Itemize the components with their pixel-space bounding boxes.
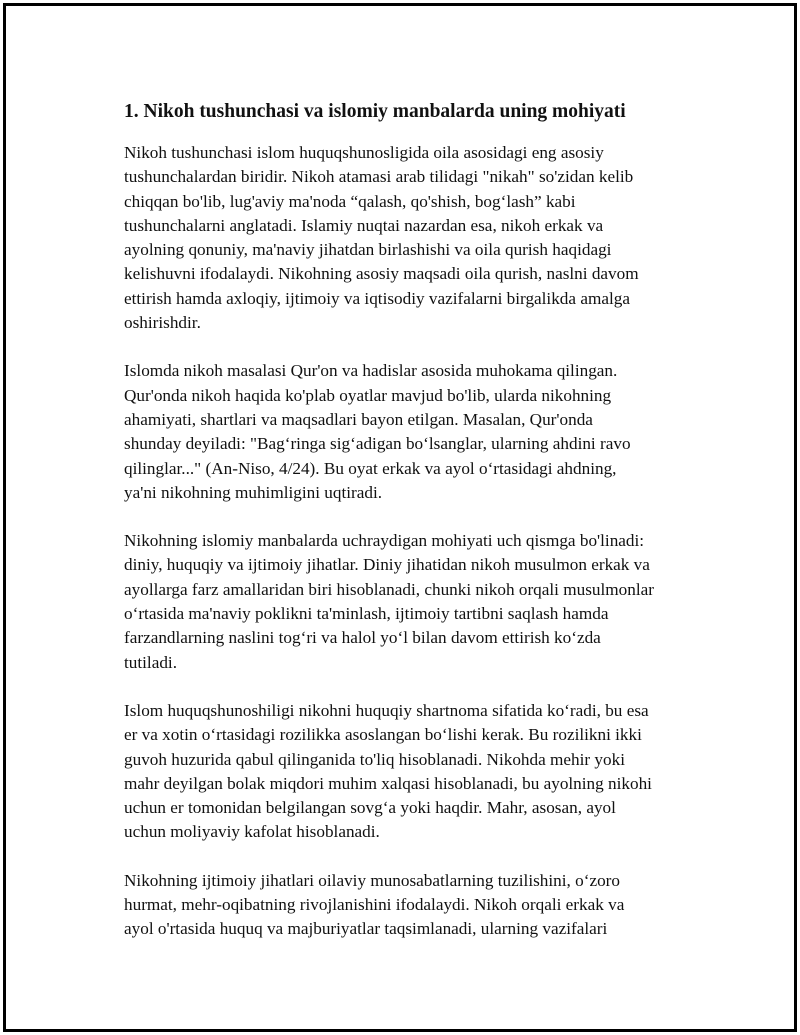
paragraph-3 bbox=[124, 529, 704, 675]
text-line: shunday deyiladi: "Bag‘ringa sig‘adigan bo‘lsanglar, ularning ahdini ravo bbox=[124, 434, 631, 454]
paragraph-5 bbox=[124, 869, 704, 942]
text-line: uchun moliyaviy kafolat hisoblanadi. bbox=[124, 822, 380, 842]
text-line: qilinglar..." (An-Niso, 4/24). Bu oyat erkak va ayol o‘rtasidagi ahdning, bbox=[124, 458, 617, 478]
text-line: mahr deyilgan bolak miqdori muhim xalqasi hisoblanadi, bu ayolning nikohi bbox=[124, 773, 652, 793]
text-line: guvoh huzurida qabul qilinganida to'liq hisoblanadi. Nikohda mehir yoki bbox=[124, 749, 625, 769]
text-line: Nikohning ijtimoiy jihatlari oilaviy munosabatlarning tuzilishini, o‘zoro bbox=[124, 870, 620, 890]
text-line: tushunchalardan biridir. Nikoh atamasi arab tilidagi "nikah" so'zidan kelib bbox=[124, 167, 634, 187]
paragraph-4 bbox=[124, 699, 704, 845]
text-line: ya'ni nikohning muhimligini uqtiradi. bbox=[124, 482, 383, 502]
text-line: farzandlarning naslini tog‘ri va halol yo‘l bilan davom ettirish ko‘zda bbox=[124, 628, 601, 648]
text-line: ayol o'rtasida huquq va majburiyatlar taqsimlanadi, ularning vazifalari bbox=[124, 919, 608, 939]
text-line: tushunchalarni anglatadi. Islamiy nuqtai nazardan esa, nikoh erkak va bbox=[124, 215, 604, 235]
text-line: diniy, huquqiy va ijtimoiy jihatlar. Diniy jihatidan nikoh musulmon erkak va bbox=[124, 555, 650, 575]
text-line: kelishuvni ifodalaydi. Nikohning asosiy maqsadi oila qurish, naslni davom bbox=[124, 264, 639, 284]
text-line: Islom huquqshunoshiligi nikohni huquqiy shartnoma sifatida ko‘radi, bu esa bbox=[124, 700, 649, 720]
section-heading: 1. Nikoh tushunchasi va islomiy manbalarda uning mohiyati bbox=[124, 101, 626, 122]
text-line: oshirishdir. bbox=[124, 313, 201, 333]
document-body bbox=[124, 97, 704, 966]
text-line: ettirish hamda axloqiy, ijtimoiy va iqtisodiy vazifalarni birgalikda amalga bbox=[124, 288, 630, 308]
text-line: uchun er tomonidan belgilangan sovg‘a yoki haqdir. Mahr, asosan, ayol bbox=[124, 798, 616, 818]
text-line: tutiladi. bbox=[124, 652, 177, 672]
page-frame bbox=[3, 3, 797, 1032]
text-line: Islomda nikoh masalasi Qur'on va hadislar asosida muhokama qilingan. bbox=[124, 361, 618, 381]
text-line: ayolning qonuniy, ma'naviy jihatdan birlashishi va oila qurish haqidagi bbox=[124, 240, 612, 260]
text-line: Nikohning islomiy manbalarda uchraydigan mohiyati uch qismga bo'linadi: bbox=[124, 531, 645, 551]
text-line: ahamiyati, shartlari va maqsadlari bayon etilgan. Masalan, Qur'onda bbox=[124, 409, 593, 429]
text-line: Qur'onda nikoh haqida ko'plab oyatlar mavjud bo'lib, ularda nikohning bbox=[124, 385, 612, 405]
text-line: chiqqan bo'lib, lug'aviy ma'noda “qalash, qo'shish, bog‘lash” kabi bbox=[124, 191, 576, 211]
text-line: o‘rtasida ma'naviy poklikni ta'minlash, ijtimoiy tartibni saqlash hamda bbox=[124, 604, 609, 624]
paragraph-2 bbox=[124, 359, 704, 505]
text-line: er va xotin o‘rtasidagi rozilikka asoslangan bo‘lishi kerak. Bu rozilikni ikki bbox=[124, 725, 642, 745]
text-line: Nikoh tushunchasi islom huquqshunosligida oila asosidagi eng asosiy bbox=[124, 143, 604, 162]
paragraph-1 bbox=[124, 141, 704, 335]
text-line: ayollarga farz amallaridan biri hisoblanadi, chunki nikoh orqali musulmonlar bbox=[124, 579, 654, 599]
text-line: hurmat, mehr-oqibatning rivojlanishini ifodalaydi. Nikoh orqali erkak va bbox=[124, 895, 625, 915]
